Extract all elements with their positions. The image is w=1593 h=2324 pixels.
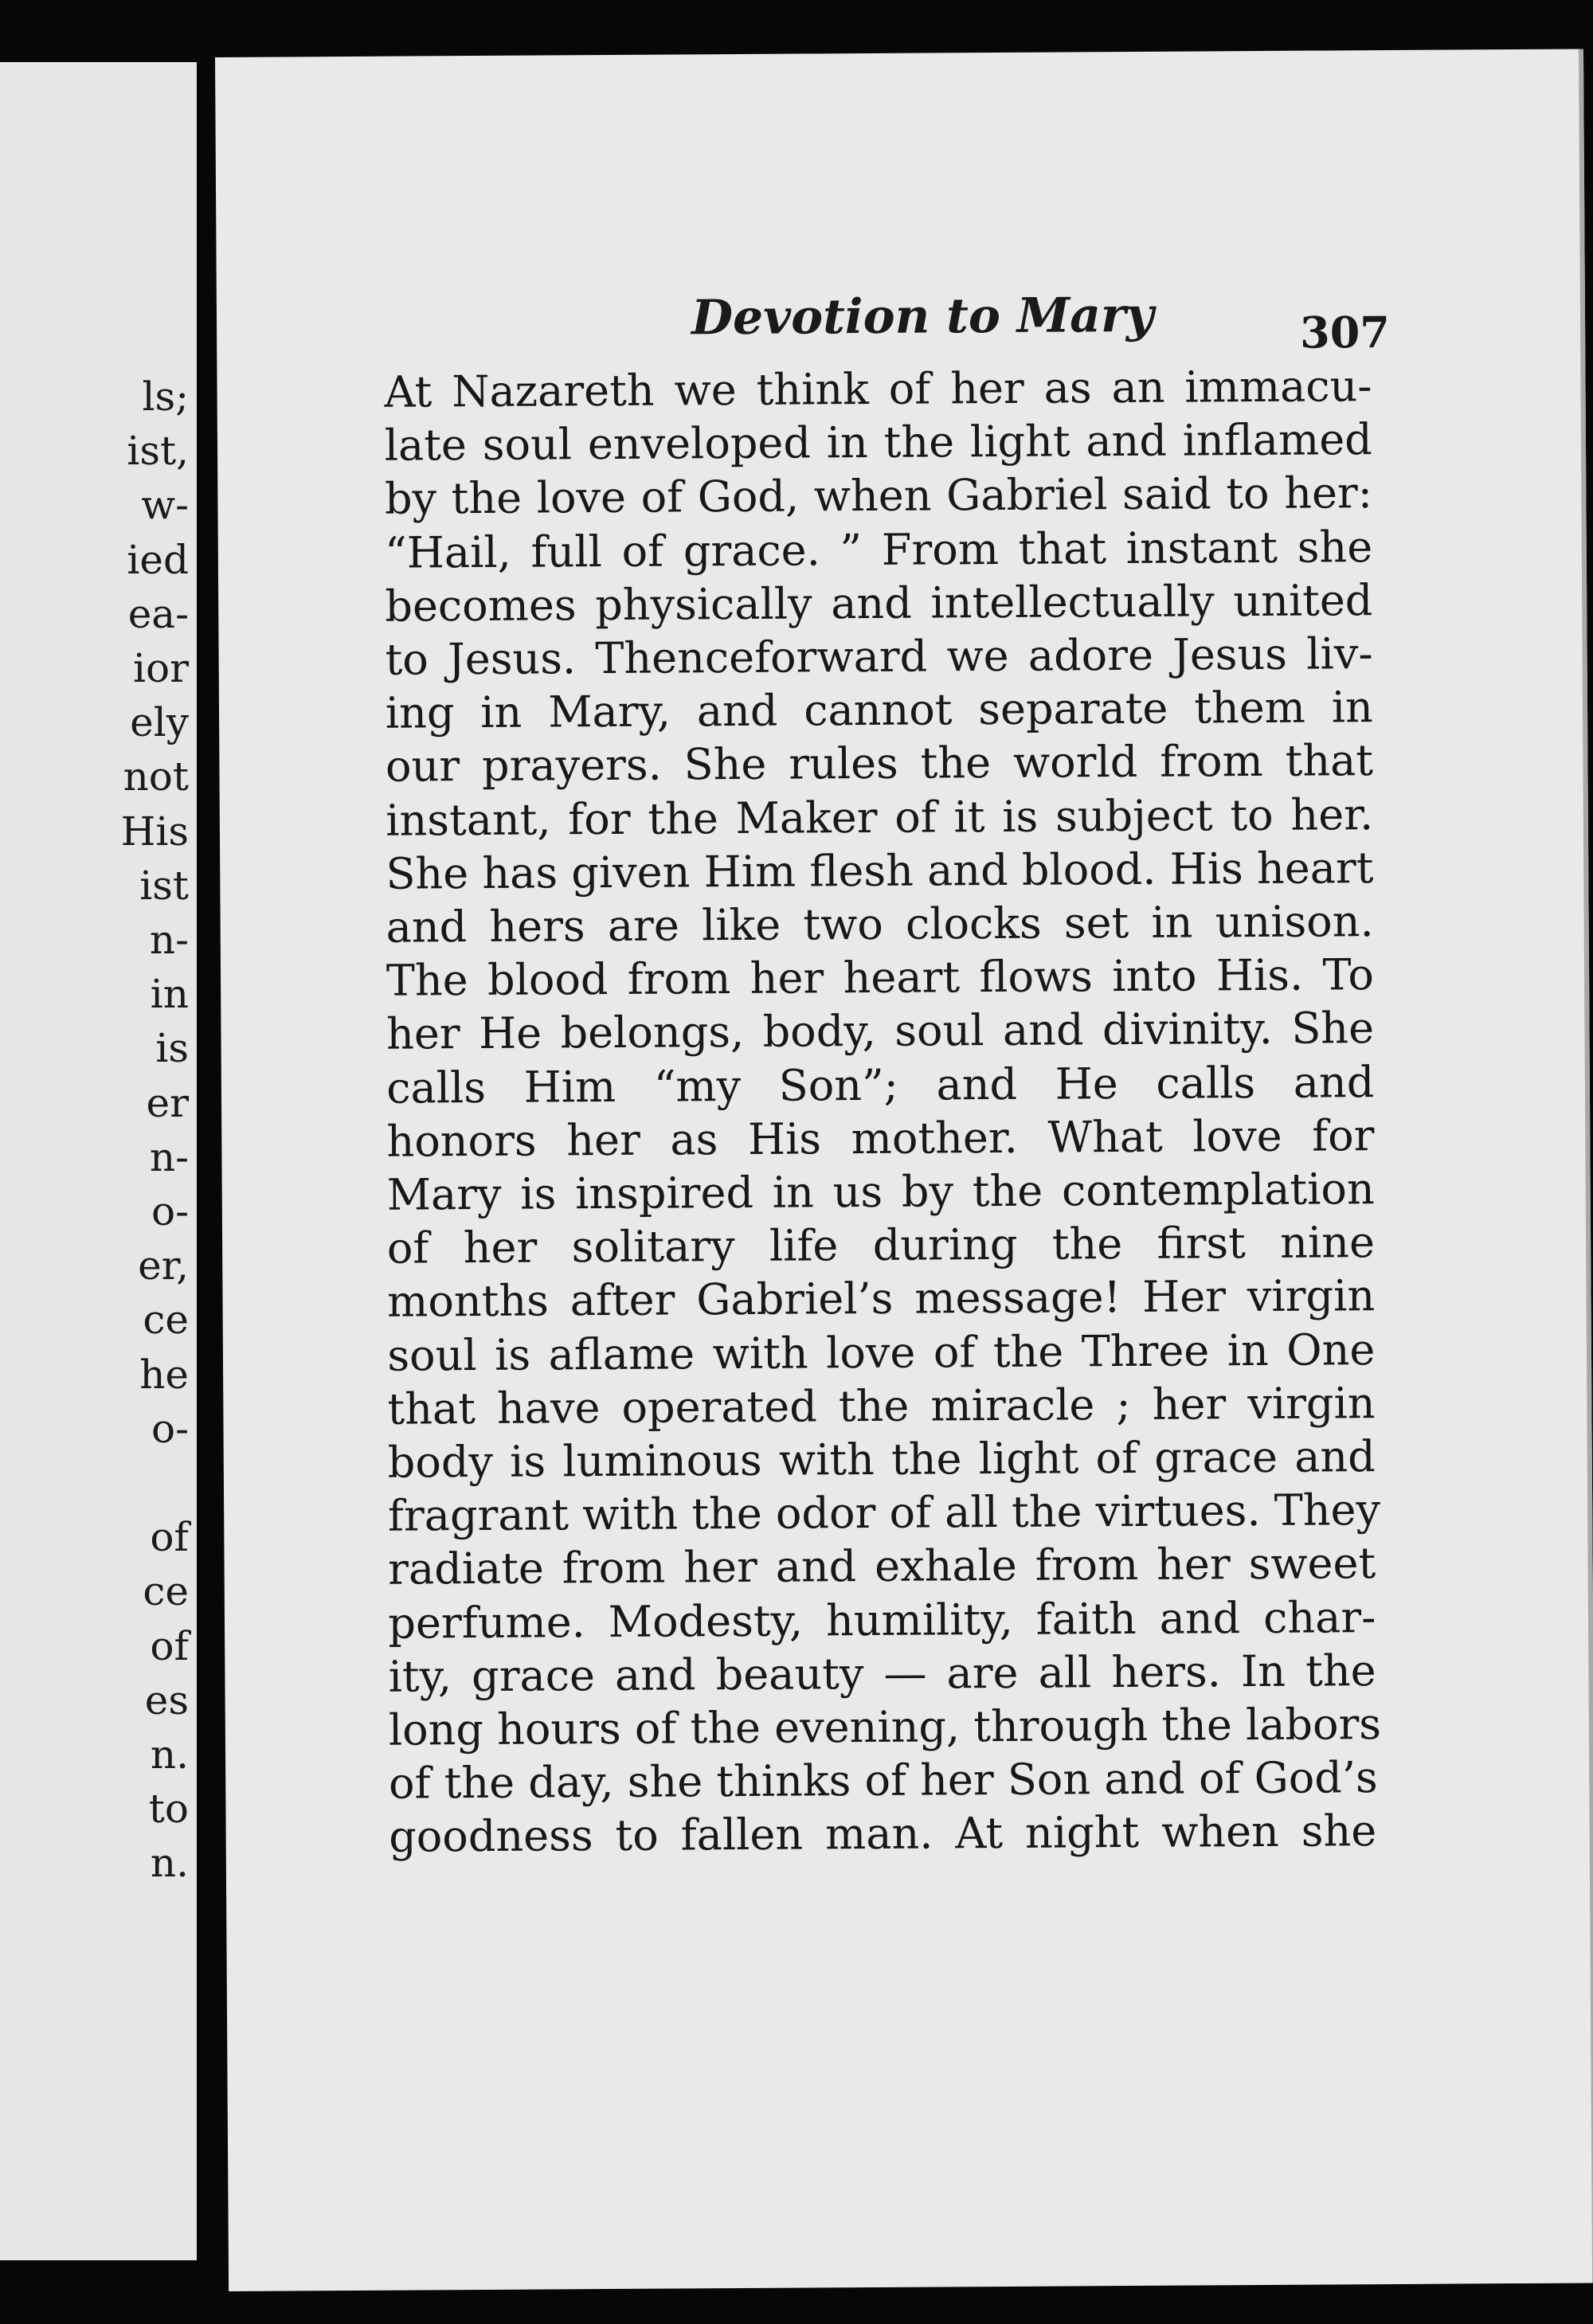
- text-line: calls Him “my Son”; and He calls and: [386, 1056, 1375, 1113]
- text-line: her He belongs, body, soul and divinity. She: [386, 1003, 1375, 1060]
- left-page-line: not: [123, 753, 189, 800]
- text-line: honors her as His mother. What love for: [386, 1109, 1375, 1167]
- left-page-line: w-: [141, 482, 189, 529]
- text-line: and hers are like two clocks set in unison.: [386, 896, 1374, 953]
- text-line: fragrant with the odor of all the virtues. They: [387, 1485, 1381, 1541]
- text-line: months after Gabriel’s message! Her virgin: [386, 1270, 1376, 1328]
- book-page: [215, 49, 1593, 2291]
- left-page-line: ce: [143, 1297, 189, 1344]
- left-page-line: is: [155, 1025, 189, 1072]
- text-line: long hours of the evening, through the labors: [388, 1699, 1382, 1755]
- text-line: body is luminous with the light of grace and: [387, 1431, 1376, 1488]
- left-page-line: n.: [150, 1840, 189, 1887]
- page-number: 307: [1299, 306, 1391, 358]
- left-page-line: n.: [150, 1731, 189, 1778]
- left-page-line: ist,: [127, 428, 189, 475]
- text-line: goodness to fallen man. At night when she: [389, 1806, 1377, 1863]
- left-page-line: His: [120, 808, 189, 855]
- text-line: ing in Mary, and cannot separate them in: [385, 682, 1374, 738]
- left-page-line: ls;: [142, 374, 189, 420]
- left-page-line: ea-: [127, 590, 189, 637]
- left-page-line: ely: [130, 699, 189, 746]
- left-page-line: ist: [139, 862, 189, 909]
- left-page-line: he: [139, 1351, 189, 1398]
- left-page-line: of: [150, 1514, 189, 1561]
- text-line: that have operated the miracle ; her virgin: [387, 1377, 1376, 1434]
- text-line: perfume. Modesty, humility, faith and char-: [388, 1591, 1376, 1649]
- text-line: Mary is inspired in us by the contemplation: [386, 1164, 1375, 1220]
- text-line: to Jesus. Thenceforward we adore Jesus liv-: [385, 628, 1373, 685]
- left-page-line: to: [148, 1786, 189, 1833]
- running-head: Devotion to Mary: [691, 287, 1154, 346]
- left-page-line: ior: [133, 645, 189, 691]
- text-line: radiate from her and exhale from her sweet: [388, 1538, 1376, 1595]
- left-page-line: ied: [127, 536, 189, 583]
- left-page-line: in: [150, 971, 189, 1018]
- left-page-line: er,: [138, 1242, 189, 1289]
- text-line: by the love of God, when Gabriel said to her:: [384, 468, 1373, 525]
- text-line: late soul enveloped in the light and inflamed: [384, 414, 1372, 471]
- left-page-line: es: [144, 1676, 189, 1723]
- text-line: At Nazareth we think of her as an immacu-: [384, 361, 1372, 417]
- text-line: of the day, she thinks of her Son and of God’s: [388, 1752, 1378, 1809]
- left-page-line: ce: [143, 1568, 189, 1615]
- left-page-line: n-: [149, 917, 189, 963]
- text-line: of her solitary life during the first nine: [386, 1217, 1376, 1274]
- text-line: She has given Him flesh and blood. His heart: [386, 842, 1374, 899]
- left-page-line: of: [150, 1622, 189, 1669]
- left-page-line: o-: [151, 1405, 189, 1452]
- left-page-line: er: [146, 1079, 189, 1126]
- left-page-line: o-: [151, 1188, 189, 1234]
- text-line: soul is aflame with love of the Three in One: [387, 1324, 1376, 1381]
- left-page-fragment: [0, 62, 197, 2260]
- left-page-line: n-: [149, 1133, 189, 1180]
- text-line: “Hail, full of grace. ” From that instant she: [385, 521, 1373, 578]
- text-line: ity, grace and beauty — are all hers. In the: [388, 1645, 1376, 1702]
- text-line: becomes physically and intellectually united: [385, 574, 1373, 632]
- text-line: The blood from her heart flows into His. To: [386, 949, 1375, 1006]
- text-line: our prayers. She rules the world from that: [385, 735, 1374, 792]
- text-line: instant, for the Maker of it is subject to her.: [386, 788, 1374, 846]
